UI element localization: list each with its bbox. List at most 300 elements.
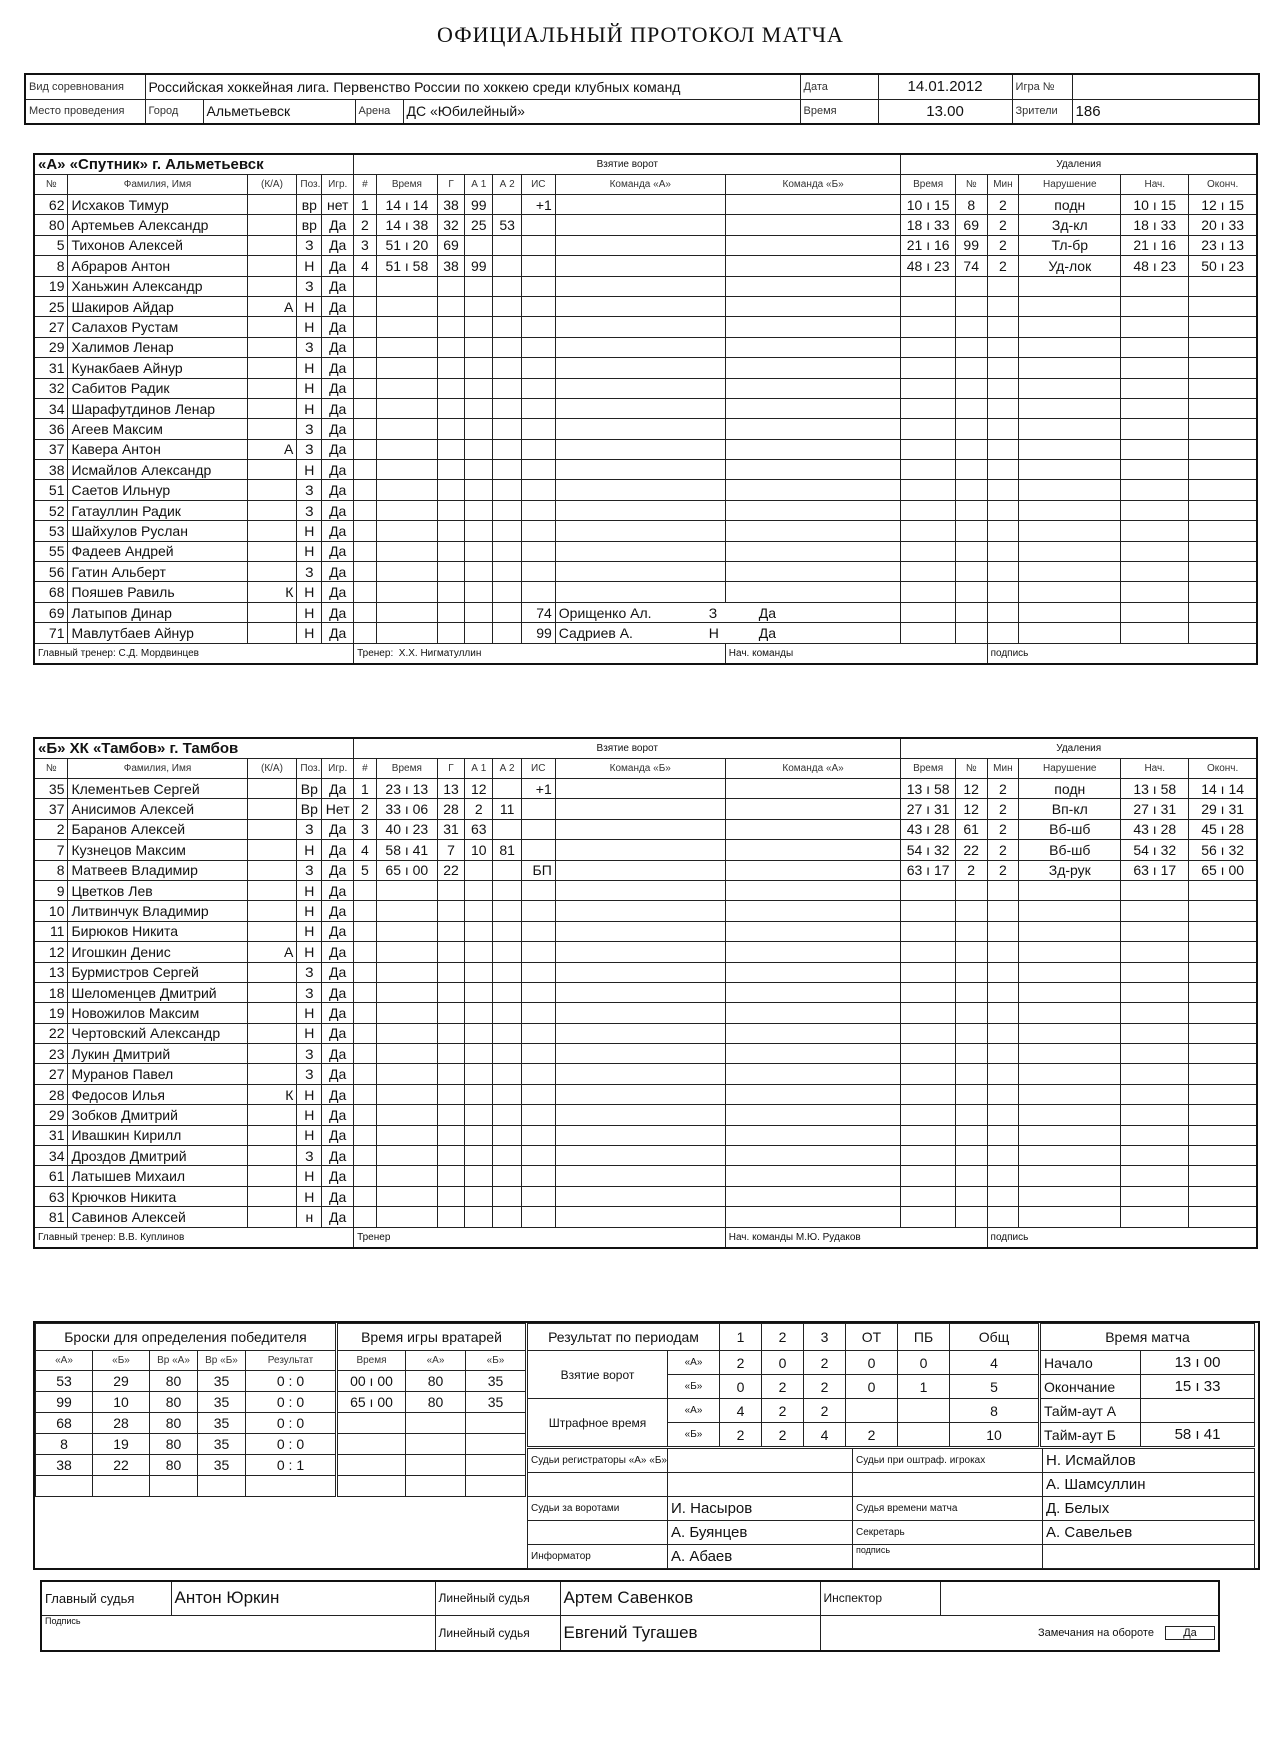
goal-empty — [493, 460, 521, 480]
penalty-empty — [955, 337, 987, 357]
shootout-cell: 35 — [198, 1371, 246, 1392]
goal-empty — [376, 358, 437, 378]
penalty-empty — [1121, 1166, 1189, 1186]
player-position: Н — [297, 358, 322, 378]
player-name: Бурмистров Сергей — [68, 962, 247, 982]
player-row — [34, 602, 1257, 622]
shootout-header: «А» — [36, 1351, 93, 1371]
goal-empty — [376, 623, 437, 643]
shootout-cell: 80 — [150, 1455, 198, 1476]
player-role — [247, 880, 297, 900]
goal-empty — [354, 398, 377, 418]
player-number: 63 — [34, 1186, 68, 1206]
competition-label: Вид соревнования — [25, 74, 145, 99]
penalty-empty — [1121, 901, 1189, 921]
player-position: Н — [297, 921, 322, 941]
goal-empty — [354, 521, 377, 541]
penalty-empty — [901, 1023, 955, 1043]
penalty-no: 99 — [955, 235, 987, 255]
goal-empty — [465, 398, 493, 418]
arena-value: ДС «Юбилейный» — [403, 99, 800, 124]
captain-label: Нач. команды — [725, 643, 987, 664]
player-plays: Да — [322, 358, 354, 378]
penalty-empty — [901, 880, 955, 900]
pen-box-judge-1: Н. Исмайлов — [1043, 1449, 1255, 1473]
penalty-empty — [1189, 602, 1257, 622]
penalty-empty — [1121, 623, 1189, 643]
penalty-empty — [1121, 962, 1189, 982]
goal-empty — [437, 1207, 464, 1227]
secretary-label: Секретарь — [853, 1521, 1043, 1545]
goal-empty — [465, 1044, 493, 1064]
goal-a1 — [465, 235, 493, 255]
header-a1: А 1 — [465, 759, 493, 779]
header-g: Г — [437, 175, 464, 195]
penalty-no: 12 — [955, 799, 987, 819]
player-position: З — [297, 276, 322, 296]
penalty-v: Уд-лок — [1019, 256, 1121, 276]
period-value: 2 — [762, 1423, 804, 1447]
team-b-goal-col — [725, 819, 901, 839]
goal-empty — [465, 276, 493, 296]
team-b-goal-col — [725, 880, 901, 900]
penalty-s: 18 ı 33 — [1121, 215, 1189, 235]
goal-empty — [354, 602, 377, 622]
player-row — [34, 235, 1257, 255]
goal-is — [521, 819, 555, 839]
player-plays: Да — [322, 1146, 354, 1166]
goal-empty — [521, 1105, 555, 1125]
goal-empty — [493, 541, 521, 561]
shootout-cell: 29 — [93, 1371, 150, 1392]
goal-empty — [354, 901, 377, 921]
goal-empty — [376, 1044, 437, 1064]
shootout-cell: 0 : 0 — [246, 1392, 336, 1413]
goal-empty — [437, 1044, 464, 1064]
player-role — [247, 819, 297, 839]
goal-judge-2: А. Буянцев — [668, 1521, 853, 1545]
player-number: 37 — [34, 439, 68, 459]
goal-empty — [376, 419, 437, 439]
player-position: вр — [297, 215, 322, 235]
penalty-empty — [901, 398, 955, 418]
penalty-empty — [955, 1186, 987, 1206]
penalty-t: 21 ı 16 — [901, 235, 955, 255]
penalty-empty — [1189, 1186, 1257, 1206]
player-name: Кавера Антон — [68, 439, 247, 459]
penalty-empty — [987, 541, 1019, 561]
player-name: Чертовский Александр — [68, 1023, 247, 1043]
player-number: 11 — [34, 921, 68, 941]
penalty-empty — [1189, 398, 1257, 418]
goalie-cell: 00 ı 00 — [338, 1371, 406, 1392]
goal-empty — [493, 480, 521, 500]
goal-is — [521, 215, 555, 235]
match-start-value: 13 ı 00 — [1141, 1351, 1255, 1375]
period-value — [846, 1399, 898, 1423]
referee-signature-label: Подпись — [41, 1615, 435, 1651]
player-position: Н — [297, 460, 322, 480]
team-a-goal-col — [555, 1105, 725, 1125]
team-a-goal-col — [555, 276, 725, 296]
player-plays: Да — [322, 398, 354, 418]
goal-empty — [521, 276, 555, 296]
goal-empty — [521, 521, 555, 541]
goal-empty — [493, 1207, 521, 1227]
team-a-goal-col — [555, 317, 725, 337]
player-role — [247, 276, 297, 296]
penalty-no: 8 — [955, 195, 987, 215]
team-a-goal-col — [555, 500, 725, 520]
team-b-goal-col — [725, 521, 901, 541]
extra-player-number: 74 — [521, 602, 555, 622]
team-title: «А» «Спутник» г. Альметьевск — [34, 154, 354, 175]
penalty-empty — [987, 296, 1019, 316]
player-number: 71 — [34, 623, 68, 643]
place-label: Место проведения — [25, 99, 145, 124]
penalty-empty — [1189, 1146, 1257, 1166]
penalty-empty — [1189, 500, 1257, 520]
team-a-goal-col — [555, 398, 725, 418]
goal-empty — [493, 942, 521, 962]
player-role — [247, 235, 297, 255]
penalty-empty — [1121, 378, 1189, 398]
penalty-empty — [1019, 1084, 1121, 1104]
date-value: 14.01.2012 — [878, 74, 1012, 99]
officials-signature-label: подпись — [853, 1545, 1043, 1569]
player-position: З — [297, 962, 322, 982]
player-role — [247, 215, 297, 235]
player-role — [247, 779, 297, 799]
player-position: Н — [297, 1084, 322, 1104]
goal-a1: 63 — [465, 819, 493, 839]
penalty-empty — [1189, 962, 1257, 982]
penalty-empty — [987, 901, 1019, 921]
goalie-empty — [338, 1434, 406, 1455]
goal-empty — [376, 378, 437, 398]
team-b-goal-col — [725, 799, 901, 819]
penalty-empty — [901, 1044, 955, 1064]
shootout-empty — [93, 1476, 150, 1497]
penalty-empty — [1189, 1125, 1257, 1145]
penalty-empty — [901, 942, 955, 962]
goal-empty — [465, 500, 493, 520]
goal-empty — [465, 602, 493, 622]
player-row — [34, 799, 1257, 819]
penalty-empty — [987, 1186, 1019, 1206]
goal-empty — [376, 1146, 437, 1166]
goal-is: БП — [521, 860, 555, 880]
goalie-cell: 80 — [406, 1392, 466, 1413]
penalty-empty — [1019, 378, 1121, 398]
penalty-empty — [1121, 1207, 1189, 1227]
goal-empty — [376, 337, 437, 357]
team-a-goal-col — [555, 1084, 725, 1104]
goal-empty — [465, 480, 493, 500]
player-plays: Да — [322, 541, 354, 561]
penalty-v: подн — [1019, 195, 1121, 215]
goal-empty — [376, 901, 437, 921]
player-plays: Да — [322, 337, 354, 357]
player-plays: Нет — [322, 799, 354, 819]
team-b-goal-col — [725, 235, 901, 255]
team-a-goal-col — [555, 215, 725, 235]
player-position: З — [297, 982, 322, 1002]
player-role — [247, 460, 297, 480]
penalty-empty — [901, 541, 955, 561]
penalty-empty — [1189, 1207, 1257, 1227]
goal-empty — [493, 582, 521, 602]
penalty-e: 23 ı 13 — [1189, 235, 1257, 255]
goalie-empty — [466, 1413, 526, 1434]
goal-n: 5 — [354, 860, 377, 880]
goal-empty — [376, 500, 437, 520]
goalie-empty — [406, 1476, 466, 1497]
penalty-empty — [901, 358, 955, 378]
penalty-empty — [1189, 460, 1257, 480]
goal-empty — [465, 582, 493, 602]
player-position: З — [297, 235, 322, 255]
player-role — [247, 982, 297, 1002]
extra-player-play: Да — [758, 624, 777, 641]
player-name: Латыпов Динар — [68, 602, 247, 622]
penalty-empty — [901, 982, 955, 1002]
goal-empty — [465, 1084, 493, 1104]
goal-empty — [521, 901, 555, 921]
goalie-empty — [338, 1476, 406, 1497]
goal-is — [521, 799, 555, 819]
header-g: Г — [437, 759, 464, 779]
goal-g: 28 — [437, 799, 464, 819]
team-b-goal-col — [725, 1003, 901, 1023]
penalty-empty — [955, 1044, 987, 1064]
penalty-s: 10 ı 15 — [1121, 195, 1189, 215]
shootout-empty — [36, 1476, 93, 1497]
penalty-v: подн — [1019, 779, 1121, 799]
goal-empty — [354, 1084, 377, 1104]
player-row — [34, 1125, 1257, 1145]
player-number: 35 — [34, 779, 68, 799]
player-row — [34, 480, 1257, 500]
penalty-empty — [1121, 500, 1189, 520]
header-goal-time: Время — [376, 175, 437, 195]
goalie-empty — [466, 1476, 526, 1497]
penalty-empty — [1019, 358, 1121, 378]
header-play: Игр. — [322, 175, 354, 195]
penalty-empty — [1189, 541, 1257, 561]
player-position: З — [297, 562, 322, 582]
goal-empty — [437, 1003, 464, 1023]
penalty-no: 2 — [955, 860, 987, 880]
penalty-empty — [1189, 880, 1257, 900]
penalty-empty — [1189, 942, 1257, 962]
penalty-empty — [987, 1207, 1019, 1227]
goal-empty — [376, 480, 437, 500]
goal-empty — [465, 378, 493, 398]
goalie-header: «А» — [406, 1351, 466, 1371]
goal-empty — [376, 1125, 437, 1145]
team-a-goal-col — [555, 1207, 725, 1227]
player-row — [34, 1105, 1257, 1125]
player-position: З — [297, 439, 322, 459]
goal-a1: 10 — [465, 840, 493, 860]
penalty-empty — [1189, 337, 1257, 357]
player-row — [34, 860, 1257, 880]
goal-empty — [437, 317, 464, 337]
goal-empty — [354, 276, 377, 296]
player-number: 68 — [34, 582, 68, 602]
penalty-empty — [901, 500, 955, 520]
shootout-empty — [246, 1476, 336, 1497]
player-number: 61 — [34, 1166, 68, 1186]
penalty-empty — [955, 901, 987, 921]
penalty-empty — [987, 358, 1019, 378]
goal-empty — [354, 1186, 377, 1206]
player-plays: Да — [322, 779, 354, 799]
goal-empty — [521, 880, 555, 900]
match-end-label: Окончание — [1041, 1375, 1141, 1399]
team-b-goal-col — [725, 460, 901, 480]
goal-empty — [521, 562, 555, 582]
captain-value: Нач. команды М.Ю. Рудаков — [725, 1227, 987, 1248]
goal-empty — [493, 398, 521, 418]
header-team-col-2: Команда «Б» — [725, 175, 901, 195]
penalty-empty — [1121, 880, 1189, 900]
player-role: А — [247, 439, 297, 459]
penalty-min: 2 — [987, 779, 1019, 799]
penalty-e: 29 ı 31 — [1189, 799, 1257, 819]
team-a-goal-col — [555, 541, 725, 561]
penalty-empty — [1121, 521, 1189, 541]
penalty-empty — [987, 419, 1019, 439]
player-plays: Да — [322, 460, 354, 480]
player-number: 19 — [34, 1003, 68, 1023]
team-b-goal-col — [725, 256, 901, 276]
goal-empty — [465, 337, 493, 357]
goal-empty — [376, 1166, 437, 1186]
goal-empty — [437, 880, 464, 900]
extra-player-pos: З — [708, 604, 718, 621]
goal-empty — [437, 439, 464, 459]
player-role — [247, 541, 297, 561]
player-plays: Да — [322, 1105, 354, 1125]
penalty-empty — [955, 1084, 987, 1104]
player-row — [34, 1003, 1257, 1023]
penalty-empty — [955, 398, 987, 418]
player-role — [247, 562, 297, 582]
goals-section-label: Взятие ворот — [354, 154, 901, 175]
goal-empty — [465, 962, 493, 982]
team-b-goal-col — [725, 982, 901, 1002]
penalty-min: 2 — [987, 256, 1019, 276]
penalty-s: 54 ı 32 — [1121, 840, 1189, 860]
player-position: Н — [297, 901, 322, 921]
penalty-min: 2 — [987, 235, 1019, 255]
header-pos: Поз. — [297, 759, 322, 779]
shootout-cell: 8 — [36, 1434, 93, 1455]
penalty-empty — [901, 419, 955, 439]
player-position: Н — [297, 1023, 322, 1043]
goal-empty — [521, 500, 555, 520]
penalty-empty — [1121, 276, 1189, 296]
player-plays: Да — [322, 840, 354, 860]
player-number: 27 — [34, 1064, 68, 1084]
goal-empty — [376, 296, 437, 316]
header-is: ИС — [521, 175, 555, 195]
player-name: Исхаков Тимур — [68, 195, 247, 215]
player-position: Н — [297, 880, 322, 900]
team-a-goal-col — [555, 860, 725, 880]
penalty-empty — [1121, 358, 1189, 378]
secretary-value: А. Савельев — [1043, 1521, 1255, 1545]
penalty-empty — [1189, 982, 1257, 1002]
goal-empty — [521, 921, 555, 941]
goalie-time-table — [337, 1323, 526, 1497]
goal-empty — [437, 521, 464, 541]
penalty-empty — [1019, 1003, 1121, 1023]
penalties-section-label: Удаления — [901, 154, 1257, 175]
goalie-empty — [338, 1455, 406, 1476]
player-number: 25 — [34, 296, 68, 316]
team-b-goal-col — [725, 962, 901, 982]
shootout-cell: 99 — [36, 1392, 93, 1413]
team-a-goal-col — [555, 195, 725, 215]
player-role: А — [247, 942, 297, 962]
player-plays: Да — [322, 860, 354, 880]
player-row — [34, 1166, 1257, 1186]
team-a-goal-col — [555, 880, 725, 900]
player-number: 52 — [34, 500, 68, 520]
team-b-goal-col — [725, 1023, 901, 1043]
penalty-empty — [1189, 1084, 1257, 1104]
time-label: Время — [800, 99, 878, 124]
player-position: Вр — [297, 799, 322, 819]
goal-empty — [376, 317, 437, 337]
goal-empty — [437, 582, 464, 602]
time-value: 13.00 — [878, 99, 1012, 124]
player-row — [34, 1084, 1257, 1104]
penalty-v: Вб-шб — [1019, 819, 1121, 839]
player-role — [247, 840, 297, 860]
goal-empty — [465, 521, 493, 541]
goal-empty — [465, 317, 493, 337]
team-b-goal-col — [725, 942, 901, 962]
team-b-goal-col — [725, 378, 901, 398]
goalie-cell: 80 — [406, 1371, 466, 1392]
goal-empty — [354, 460, 377, 480]
team-a-goal-col — [555, 460, 725, 480]
team-b-goal-col — [725, 562, 901, 582]
team-b-goal-col — [725, 317, 901, 337]
player-role — [247, 521, 297, 541]
player-role — [247, 317, 297, 337]
goal-a1: 25 — [465, 215, 493, 235]
timeout-a-value — [1141, 1399, 1255, 1423]
goalie-header: Время — [338, 1351, 406, 1371]
player-position: Н — [297, 1003, 322, 1023]
penalty-s: 13 ı 58 — [1121, 779, 1189, 799]
team-b-goal-col — [725, 840, 901, 860]
penalty-empty — [901, 1207, 955, 1227]
period-value: 2 — [804, 1399, 846, 1423]
player-number: 37 — [34, 799, 68, 819]
penalty-no: 69 — [955, 215, 987, 235]
team-a-goal-col — [555, 1003, 725, 1023]
goal-empty — [521, 317, 555, 337]
penalty-empty — [1121, 982, 1189, 1002]
goal-empty — [437, 337, 464, 357]
goal-empty — [376, 962, 437, 982]
